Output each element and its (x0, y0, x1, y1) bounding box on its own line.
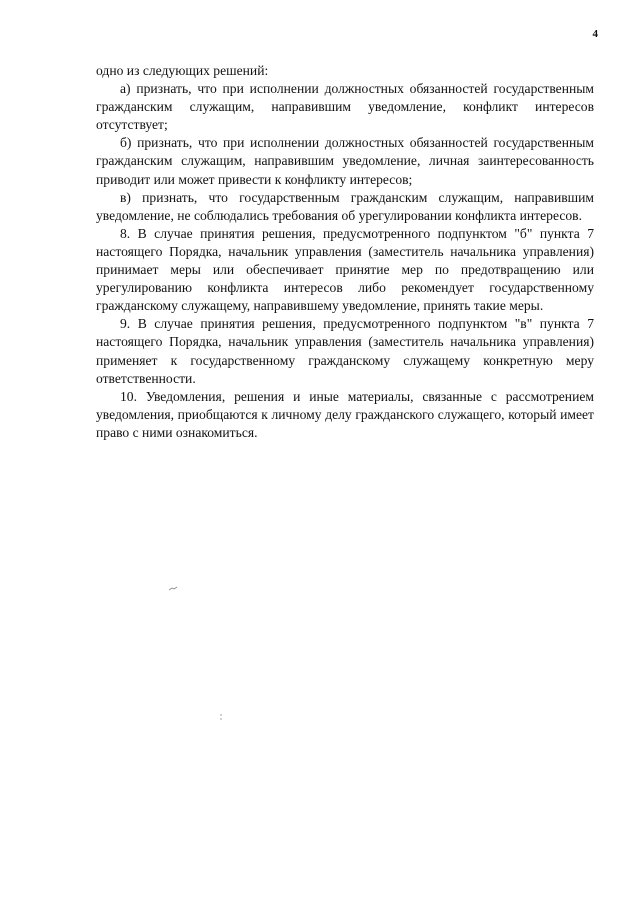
document-body (96, 62, 594, 442)
paragraph-point-8: 8. В случае принятия решения, предусмотренного подпунктом "б" пункта 7 настоящего Порядка, начальник управления (заместитель начальника управления) принимает меры или обеспечивает принятие мер по предотвращению или урегулированию конфликта интересов либо рекомендует государственному гражданскому служащему, направившему уведомление, принять такие меры. (96, 225, 594, 314)
scan-speck-2 (219, 713, 223, 721)
paragraph-point-9: 9. В случае принятия решения, предусмотренного подпунктом "в" пункта 7 настоящего Порядка, начальник управления (заместитель начальника управления) применяет к государственному гражданскому служащему конкретную меру ответственности. (96, 316, 594, 386)
scan-speck-1 (168, 586, 178, 592)
paragraph-intro: одно из следующих решений: (96, 63, 269, 78)
paragraph-item-a: а) признать, что при исполнении должностных обязанностей государственным гражданским служащим, направившим уведомление, конфликт интересов отсутствует; (96, 81, 594, 133)
paragraph-point-10: 10. Уведомления, решения и иные материалы, связанные с рассмотрением уведомления, приобщаются к личному делу гражданского служащего, который имеет право с ними ознакомиться. (96, 388, 594, 440)
page-number: 4 (592, 28, 598, 40)
paragraph-item-v: в) признать, что государственным гражданским служащим, направившим уведомление, не соблюдались требования об урегулировании конфликта интересов. (96, 189, 594, 223)
paragraph-item-b: б) признать, что при исполнении должностных обязанностей государственным гражданским служащим, направившим уведомление, личная заинтересованность приводит или может привести к конфликту интересов; (96, 135, 594, 187)
